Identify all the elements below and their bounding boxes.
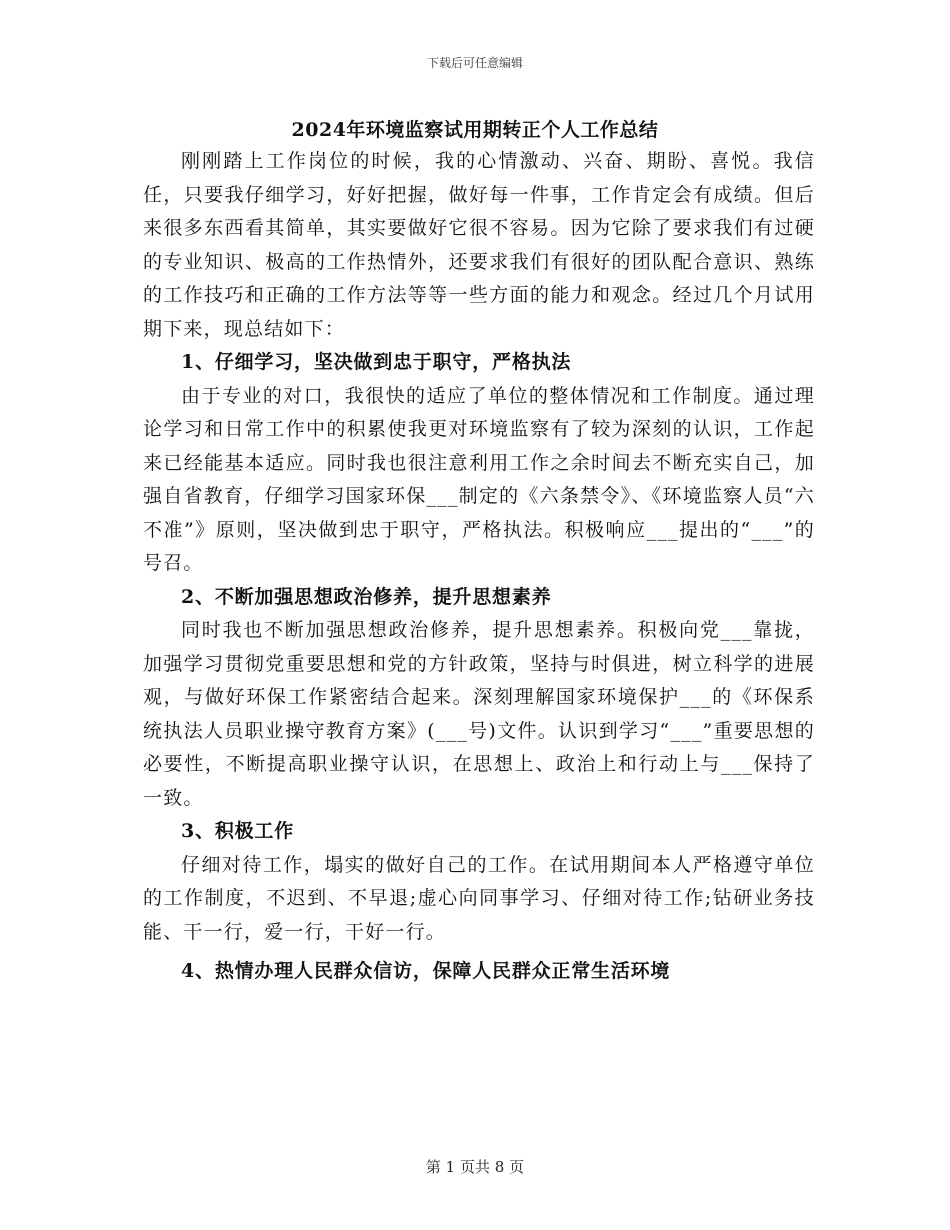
section-paragraph-3: 仔细对待工作，塌实的做好自己的工作。在试用期间本人严格遵守单位的工作制度，不迟到、不早退;虚心向同事学习、仔细对待工作;钻研业务技能、干一行，爱一行，干好一行。 [143, 853, 815, 943]
section-paragraph-2: 同时我也不断加强思想政治修养，提升思想素养。积极向党___靠拢，加强学习贯彻党重要思想和党的方针政策，坚持与时俱进，树立科学的进展观，与做好环保工作紧密结合起来。深刻理解国家环境保护___的《环保系统执法人员职业操守教育方案》(___号)文件。认识到学习“___”重要思想的必要性，不断提高职业操守认识，在思想上、政治上和行动上与___保持了一致。 [143, 619, 815, 809]
document-body [143, 145, 815, 989]
section-heading-2: 2、不断加强思想政治修养，提升思想素养 [181, 585, 552, 608]
header-note: 下载后可任意编辑 [426, 56, 523, 70]
document-title: 2024年环境监察试用期转正个人工作总结 [291, 119, 659, 141]
section-heading-4: 4、热情办理人民群众信访，保障人民群众正常生活环境 [181, 960, 671, 982]
section-heading-3: 3、积极工作 [181, 820, 295, 842]
section-paragraph-1: 由于专业的对口，我很快的适应了单位的整体情况和工作制度。通过理论学习和日常工作中的积累使我更对环境监察有了较为深刻的认识，工作起来已经能基本适应。同时我也很注意利用工作之余时间去不断充实自己，加强自省教育，仔细学习国家环保___制定的《六条禁令》、《环境监察人员“六不准”》原则，坚决做到忠于职守，严格执法。积极响应___提出的“___”的号召。 [143, 384, 815, 574]
intro-paragraph: 刚刚踏上工作岗位的时候，我的心情激动、兴奋、期盼、喜悦。我信任，只要我仔细学习，好好把握，做好每一件事，工作肯定会有成绩。但后来很多东西看其简单，其实要做好它很不容易。因为它除了要求我们有过硬的专业知识、极高的工作热情外，还要求我们有很好的团队配合意识、熟练的工作技巧和正确的工作方法等等一些方面的能力和观念。经过几个月试用期下来，现总结如下： [143, 150, 815, 340]
section-heading-1: 1、仔细学习，坚决做到忠于职守，严格执法 [181, 351, 572, 373]
page-footer: 第 1 页共 8 页 [425, 1158, 525, 1176]
